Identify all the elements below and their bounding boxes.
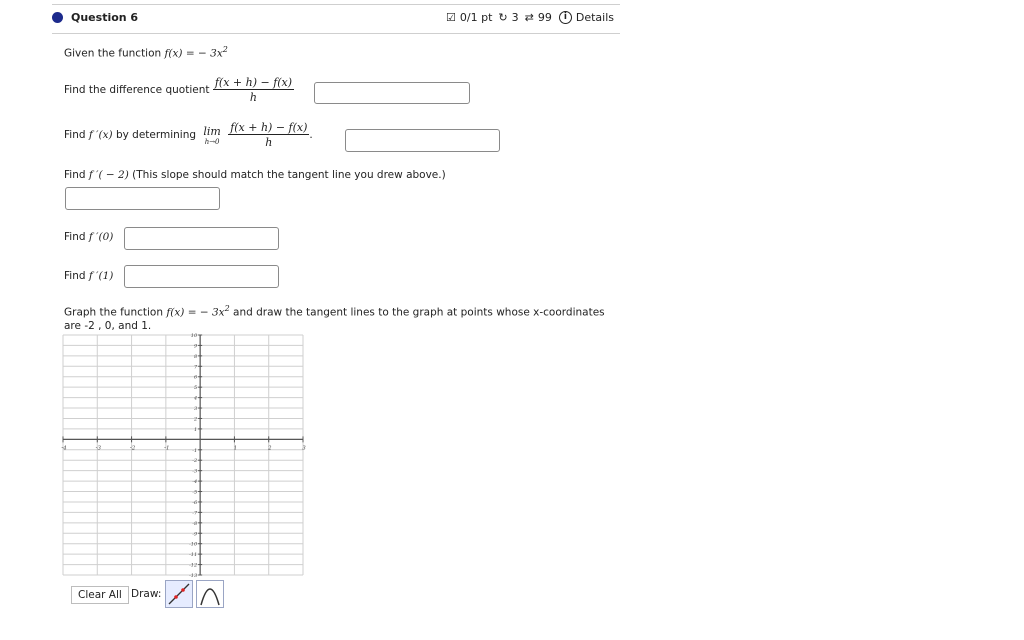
dq-numerator: f(x + h) − f(x) [214, 76, 293, 89]
x-tick-label: 2 [267, 445, 272, 452]
given-exponent: 2 [222, 45, 228, 54]
y-tick-label: -13 [189, 573, 198, 577]
question-meta [446, 11, 614, 24]
fprime-neg2-line [64, 169, 446, 181]
dq-denominator: h [249, 91, 257, 104]
fp1: f ′(1) [88, 270, 114, 282]
y-tick-label: -3 [192, 468, 198, 475]
fprime-0-line [64, 231, 113, 243]
limit-expression [203, 125, 220, 146]
given-prefix: Given the function [64, 47, 162, 60]
y-tick-label: 8 [193, 353, 198, 360]
y-tick-label: 1 [193, 426, 198, 433]
fprime-0-input[interactable] [124, 227, 279, 250]
y-tick-label: 9 [193, 343, 198, 350]
y-tick-label: -11 [189, 552, 198, 559]
y-tick-label: -6 [192, 499, 198, 506]
fp-neg2: f ′( − 2) [88, 169, 129, 181]
derivative-limit-line [64, 121, 313, 149]
fprime-neg2-input[interactable] [65, 187, 220, 210]
y-tick-label: -8 [192, 520, 198, 527]
info-icon[interactable]: i [559, 11, 572, 24]
given-line [64, 45, 228, 60]
difference-quotient-input[interactable] [314, 82, 470, 104]
draw-label: Draw: [131, 588, 162, 600]
top-rule [52, 4, 620, 5]
y-tick-label: 7 [193, 364, 198, 371]
y-tick-label: 10 [190, 333, 198, 339]
line-tool-icon[interactable] [165, 580, 193, 608]
deriv-prefix: Find [64, 129, 86, 141]
checkbox-icon: ☑ [446, 11, 456, 24]
graph-grid [63, 335, 303, 575]
lim-sub: h→0 [204, 137, 220, 146]
clear-all-button[interactable]: Clear All [71, 586, 129, 604]
graph-prefix: Graph the function [64, 306, 164, 319]
x-tick-label: -3 [95, 445, 101, 452]
limit-denominator: h [265, 136, 273, 149]
y-tick-label: -5 [192, 489, 198, 496]
graph-tick-labels [61, 333, 306, 577]
limit-numerator: f(x + h) − f(x) [230, 121, 308, 134]
graph-suffix: and draw the tangent lines to the graph at points whose x-coordinates [233, 306, 605, 319]
fprime-1-input[interactable] [124, 265, 279, 288]
fp1-prefix: Find [64, 270, 86, 282]
y-tick-label: 6 [193, 374, 198, 381]
y-tick-label: -2 [192, 458, 198, 465]
fp0: f ′(0) [88, 231, 114, 243]
limit-period: . [309, 129, 313, 141]
graph-instructions-line2: are -2 , 0, and 1. [64, 320, 152, 332]
score-text: 0/1 pt [459, 11, 493, 24]
y-tick-label: -10 [189, 541, 198, 548]
question-title: Question 6 [71, 11, 139, 24]
fp-neg2-note: (This slope should match the tangent line you drew above.) [132, 169, 446, 181]
y-tick-label: -12 [189, 562, 198, 569]
x-tick-label: -1 [164, 445, 170, 452]
attempts-icon: ⇄ [524, 11, 534, 24]
x-tick-label: -2 [129, 445, 136, 452]
difference-quotient-line [64, 76, 294, 104]
fprime-1-line [64, 270, 113, 282]
header-rule [52, 33, 620, 34]
y-tick-label: -9 [192, 531, 198, 538]
deriv-mid: by determining [115, 129, 197, 141]
x-tick-label: -4 [61, 445, 67, 452]
question-header [52, 6, 620, 32]
x-tick-label: 3 [302, 445, 306, 452]
details-link[interactable]: Details [575, 11, 614, 24]
y-tick-label: 2 [193, 416, 198, 423]
attempts-count: 99 [537, 11, 552, 24]
fp0-prefix: Find [64, 231, 86, 243]
x-tick-label: 1 [233, 445, 238, 452]
graph-exponent: 2 [224, 304, 230, 313]
dq-prefix: Find the difference quotient [64, 84, 210, 96]
fp-neg2-prefix: Find [64, 169, 86, 181]
parabola-tool-icon[interactable] [196, 580, 224, 608]
deriv-fprime: f ′(x) [88, 129, 113, 141]
graph-axes [63, 335, 303, 575]
given-function: f(x) = − 3x [164, 47, 223, 60]
y-tick-label: 3 [193, 406, 198, 413]
graph-canvas[interactable] [60, 333, 306, 577]
retries-count: 3 [511, 11, 519, 24]
question-dot-icon [52, 12, 63, 23]
limit-fraction [228, 121, 309, 149]
y-tick-label: 4 [193, 395, 198, 402]
dq-fraction [213, 76, 294, 104]
derivative-input[interactable] [345, 129, 500, 152]
y-tick-label: -7 [192, 510, 198, 517]
graph-function: f(x) = − 3x [166, 306, 225, 319]
lim-text: lim [203, 124, 221, 138]
y-tick-label: -4 [192, 479, 198, 486]
retry-icon: ↻ [498, 11, 508, 24]
y-tick-label: 5 [193, 385, 198, 392]
y-tick-label: -1 [192, 447, 198, 454]
graph-instructions [64, 304, 605, 319]
